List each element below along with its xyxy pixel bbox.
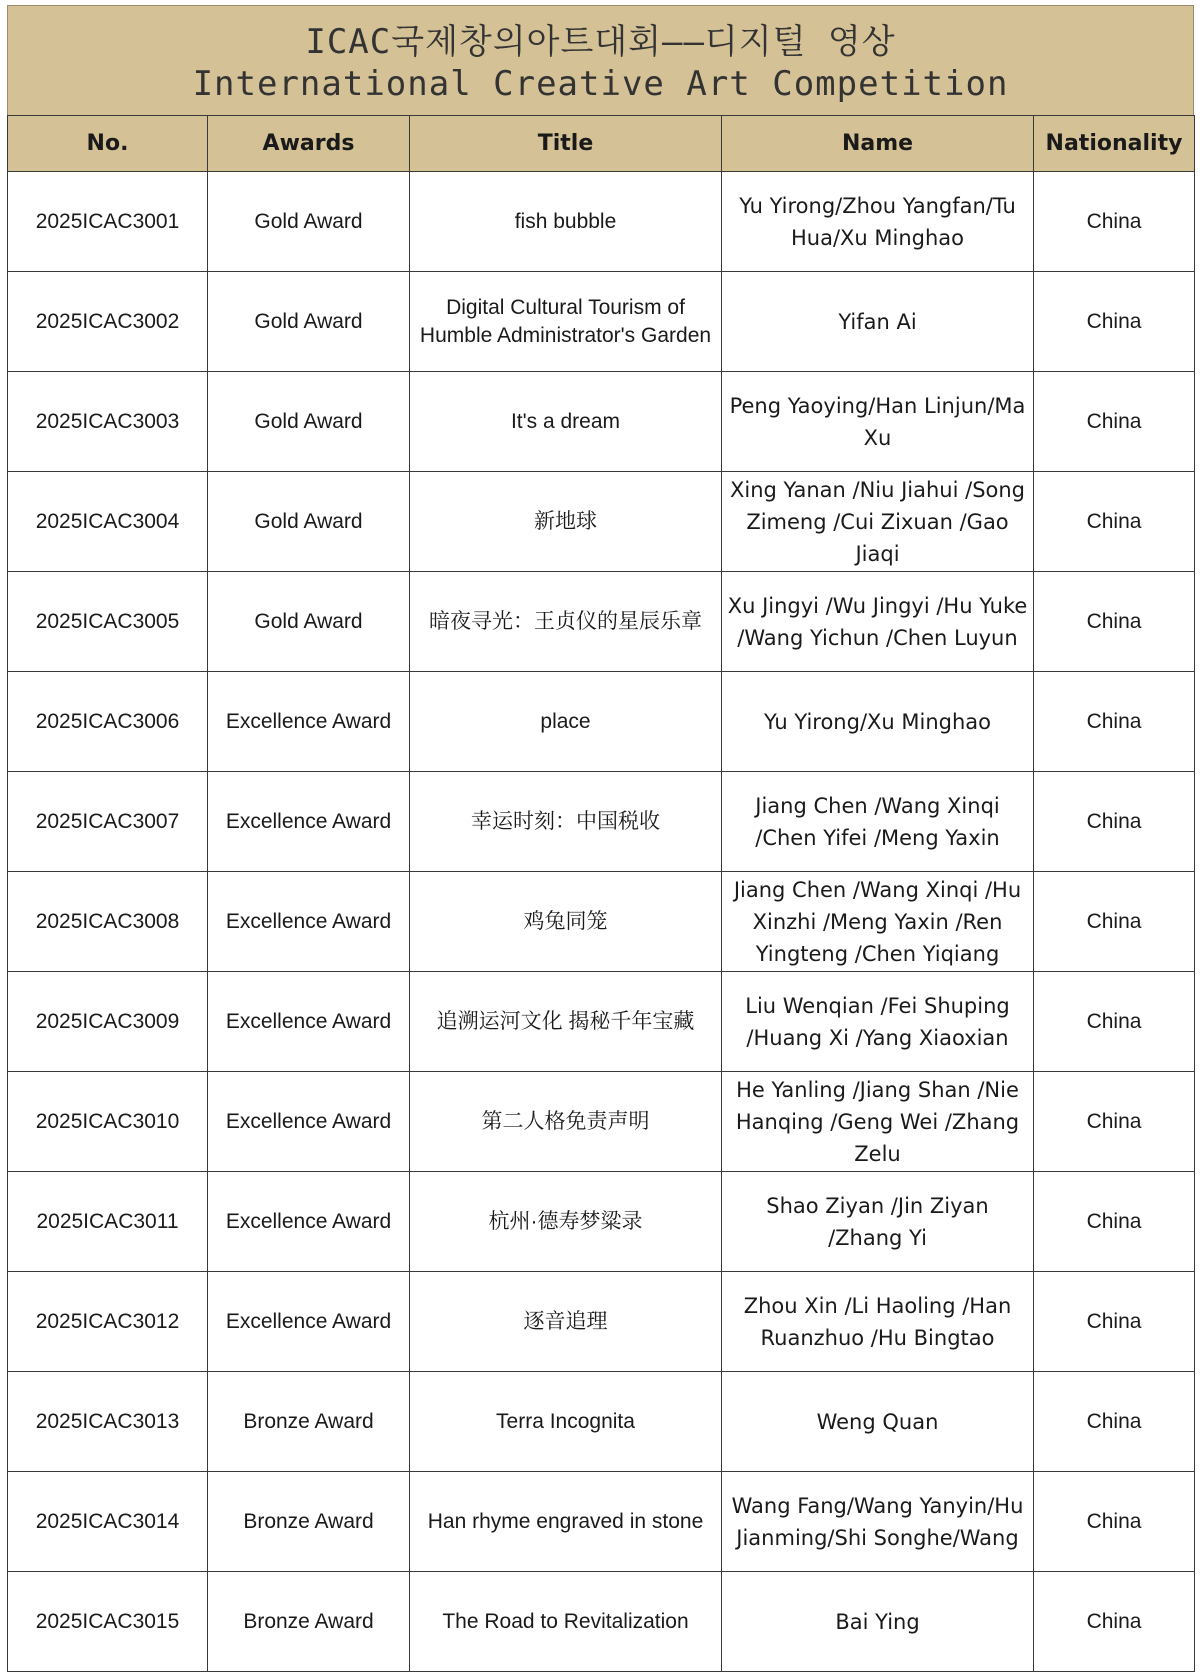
cell-no: 2025ICAC3009 bbox=[8, 972, 208, 1072]
cell-name: Shao Ziyan /Jin Ziyan /Zhang Yi bbox=[722, 1172, 1034, 1272]
table-row bbox=[8, 1372, 1195, 1472]
cell-no: 2025ICAC3003 bbox=[8, 372, 208, 472]
cell-nationality: China bbox=[1034, 1472, 1195, 1572]
cell-nationality: China bbox=[1034, 672, 1195, 772]
cell-name: Bai Ying bbox=[722, 1572, 1034, 1672]
cell-title: The Road to Revitalization bbox=[410, 1572, 722, 1672]
cell-title: place bbox=[410, 672, 722, 772]
cell-name: Yu Yirong/Xu Minghao bbox=[722, 672, 1034, 772]
table-row bbox=[8, 972, 1195, 1072]
awards-table bbox=[7, 115, 1195, 1672]
cell-award: Bronze Award bbox=[208, 1572, 410, 1672]
cell-no: 2025ICAC3007 bbox=[8, 772, 208, 872]
cell-name: Jiang Chen /Wang Xinqi /Chen Yifei /Meng Yaxin bbox=[722, 772, 1034, 872]
award-sheet bbox=[7, 5, 1194, 1672]
table-row bbox=[8, 1072, 1195, 1172]
cell-no: 2025ICAC3006 bbox=[8, 672, 208, 772]
cell-name: Jiang Chen /Wang Xinqi /Hu Xinzhi /Meng Yaxin /Ren Yingteng /Chen Yiqiang bbox=[722, 872, 1034, 972]
cell-title: 幸运时刻：中国税收 bbox=[410, 772, 722, 872]
title-band bbox=[7, 5, 1194, 115]
cell-no: 2025ICAC3002 bbox=[8, 272, 208, 372]
cell-name: Xing Yanan /Niu Jiahui /Song Zimeng /Cui Zixuan /Gao Jiaqi bbox=[722, 472, 1034, 572]
column-header-awards: Awards bbox=[208, 116, 410, 172]
table-row bbox=[8, 672, 1195, 772]
table-row bbox=[8, 372, 1195, 472]
cell-no: 2025ICAC3005 bbox=[8, 572, 208, 672]
cell-nationality: China bbox=[1034, 572, 1195, 672]
table-row bbox=[8, 272, 1195, 372]
cell-title: 杭州·德寿梦粱录 bbox=[410, 1172, 722, 1272]
cell-award: Gold Award bbox=[208, 472, 410, 572]
cell-nationality: China bbox=[1034, 1572, 1195, 1672]
cell-no: 2025ICAC3010 bbox=[8, 1072, 208, 1172]
table-row bbox=[8, 172, 1195, 272]
cell-title: fish bubble bbox=[410, 172, 722, 272]
cell-nationality: China bbox=[1034, 1272, 1195, 1372]
cell-title: 新地球 bbox=[410, 472, 722, 572]
cell-award: Excellence Award bbox=[208, 872, 410, 972]
table-row bbox=[8, 472, 1195, 572]
cell-name: Xu Jingyi /Wu Jingyi /Hu Yuke /Wang Yichun /Chen Luyun bbox=[722, 572, 1034, 672]
table-row bbox=[8, 1272, 1195, 1372]
cell-nationality: China bbox=[1034, 472, 1195, 572]
cell-title: 第二人格免责声明 bbox=[410, 1072, 722, 1172]
column-header-no: No. bbox=[8, 116, 208, 172]
table-header-row bbox=[8, 116, 1195, 172]
cell-title: 逐音追理 bbox=[410, 1272, 722, 1372]
cell-no: 2025ICAC3001 bbox=[8, 172, 208, 272]
cell-nationality: China bbox=[1034, 372, 1195, 472]
cell-no: 2025ICAC3015 bbox=[8, 1572, 208, 1672]
cell-name: Weng Quan bbox=[722, 1372, 1034, 1472]
cell-award: Bronze Award bbox=[208, 1472, 410, 1572]
cell-nationality: China bbox=[1034, 872, 1195, 972]
cell-name: Yu Yirong/Zhou Yangfan/Tu Hua/Xu Minghao bbox=[722, 172, 1034, 272]
cell-title: Terra Incognita bbox=[410, 1372, 722, 1472]
cell-name: Peng Yaoying/Han Linjun/Ma Xu bbox=[722, 372, 1034, 472]
cell-nationality: China bbox=[1034, 772, 1195, 872]
table-row bbox=[8, 1472, 1195, 1572]
cell-no: 2025ICAC3014 bbox=[8, 1472, 208, 1572]
cell-title: Han rhyme engraved in stone bbox=[410, 1472, 722, 1572]
cell-award: Excellence Award bbox=[208, 1272, 410, 1372]
table-row bbox=[8, 1172, 1195, 1272]
cell-title: 暗夜寻光：王贞仪的星辰乐章 bbox=[410, 572, 722, 672]
cell-no: 2025ICAC3011 bbox=[8, 1172, 208, 1272]
cell-name: Zhou Xin /Li Haoling /Han Ruanzhuo /Hu Bingtao bbox=[722, 1272, 1034, 1372]
page-title-english: International Creative Art Competition bbox=[192, 64, 1009, 104]
cell-award: Gold Award bbox=[208, 372, 410, 472]
cell-no: 2025ICAC3012 bbox=[8, 1272, 208, 1372]
cell-title: 追溯运河文化 揭秘千年宝藏 bbox=[410, 972, 722, 1072]
cell-award: Excellence Award bbox=[208, 772, 410, 872]
cell-nationality: China bbox=[1034, 1372, 1195, 1472]
table-row bbox=[8, 572, 1195, 672]
cell-name: He Yanling /Jiang Shan /Nie Hanqing /Geng Wei /Zhang Zelu bbox=[722, 1072, 1034, 1172]
cell-nationality: China bbox=[1034, 972, 1195, 1072]
cell-no: 2025ICAC3013 bbox=[8, 1372, 208, 1472]
cell-award: Gold Award bbox=[208, 272, 410, 372]
column-header-name: Name bbox=[722, 116, 1034, 172]
page-title-korean: ICAC국제창의아트대회——디지털 영상 bbox=[305, 22, 896, 62]
column-header-title: Title bbox=[410, 116, 722, 172]
cell-nationality: China bbox=[1034, 1172, 1195, 1272]
cell-award: Bronze Award bbox=[208, 1372, 410, 1472]
cell-name: Yifan Ai bbox=[722, 272, 1034, 372]
cell-title: Digital Cultural Tourism of Humble Administrator's Garden bbox=[410, 272, 722, 372]
cell-nationality: China bbox=[1034, 172, 1195, 272]
table-row bbox=[8, 1572, 1195, 1672]
cell-award: Gold Award bbox=[208, 172, 410, 272]
cell-no: 2025ICAC3004 bbox=[8, 472, 208, 572]
cell-award: Excellence Award bbox=[208, 1072, 410, 1172]
cell-title: 鸡兔同笼 bbox=[410, 872, 722, 972]
table-row bbox=[8, 772, 1195, 872]
cell-award: Gold Award bbox=[208, 572, 410, 672]
cell-nationality: China bbox=[1034, 1072, 1195, 1172]
cell-name: Liu Wenqian /Fei Shuping /Huang Xi /Yang Xiaoxian bbox=[722, 972, 1034, 1072]
cell-award: Excellence Award bbox=[208, 672, 410, 772]
cell-title: It's a dream bbox=[410, 372, 722, 472]
cell-award: Excellence Award bbox=[208, 972, 410, 1072]
cell-name: Wang Fang/Wang Yanyin/Hu Jianming/Shi Songhe/Wang bbox=[722, 1472, 1034, 1572]
cell-no: 2025ICAC3008 bbox=[8, 872, 208, 972]
table-row bbox=[8, 872, 1195, 972]
column-header-nationality: Nationality bbox=[1034, 116, 1195, 172]
cell-award: Excellence Award bbox=[208, 1172, 410, 1272]
cell-nationality: China bbox=[1034, 272, 1195, 372]
